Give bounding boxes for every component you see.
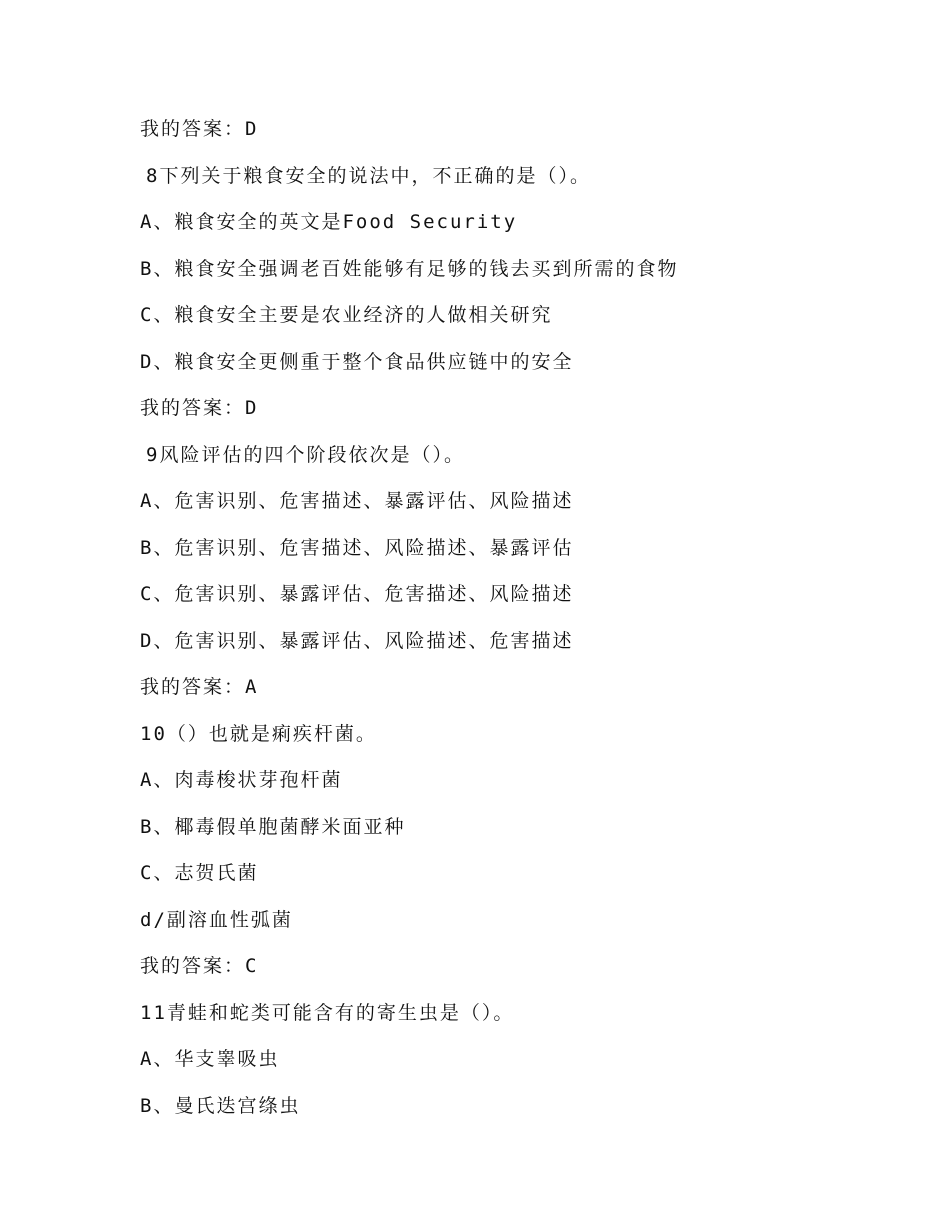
option-b: B、危害识别、危害描述、风险描述、暴露评估 (140, 537, 574, 559)
question-10: 10（）也就是痢疾杆菌。 (140, 723, 377, 745)
answer-line: 我的答案：D (140, 118, 259, 140)
option-a: A、粮食安全的英文是Food Security (140, 211, 518, 233)
option-d: D、危害识别、暴露评估、风险描述、危害描述 (140, 630, 574, 652)
option-a: A、危害识别、危害描述、暴露评估、风险描述 (140, 490, 574, 512)
option-a: A、华支睾吸虫 (140, 1048, 280, 1070)
option-d: D、粮食安全更侧重于整个食品供应链中的安全 (140, 351, 574, 373)
option-b: B、椰毒假单胞菌酵米面亚种 (140, 816, 406, 838)
option-d: d/副溶血性弧菌 (140, 909, 293, 931)
question-8: 8下列关于粮食安全的说法中，不正确的是（）。 (146, 165, 591, 187)
option-c: C、志贺氏菌 (140, 862, 259, 884)
question-11: 11青蛙和蛇类可能含有的寄生虫是（）。 (140, 1002, 515, 1024)
answer-line: 我的答案：A (140, 676, 259, 698)
answer-line: 我的答案：C (140, 955, 259, 977)
option-b: B、粮食安全强调老百姓能够有足够的钱去买到所需的食物 (140, 258, 679, 280)
option-b: B、曼氏迭宫绦虫 (140, 1095, 301, 1117)
option-a: A、肉毒梭状芽孢杆菌 (140, 769, 343, 791)
answer-line: 我的答案：D (140, 397, 259, 419)
question-9: 9风险评估的四个阶段依次是（）。 (146, 444, 465, 466)
option-c: C、危害识别、暴露评估、危害描述、风险描述 (140, 583, 574, 605)
option-c: C、粮食安全主要是农业经济的人做相关研究 (140, 304, 553, 326)
